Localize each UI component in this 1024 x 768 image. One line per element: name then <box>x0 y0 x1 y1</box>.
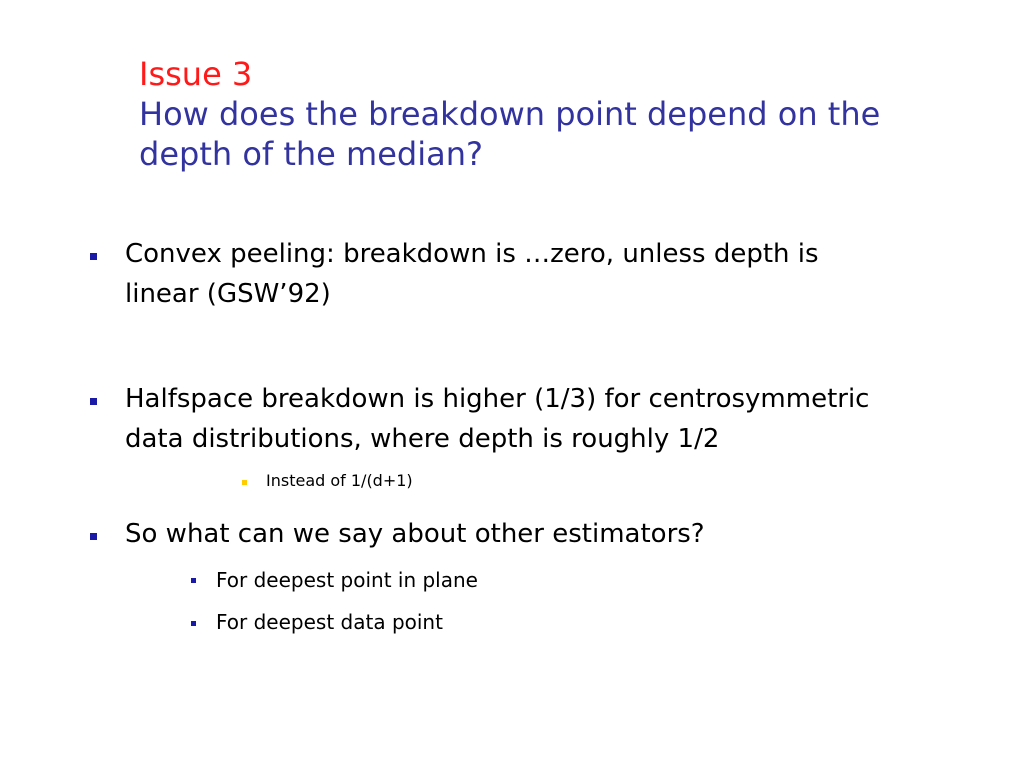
bullet-square-icon <box>191 621 196 626</box>
bullet-text-line: linear (GSW’92) <box>125 279 331 309</box>
title-issue-label: Issue 3 <box>139 55 253 93</box>
bullet-text-line: Halfspace breakdown is higher (1/3) for centrosymmetric <box>125 384 870 414</box>
bullet-text-line: data distributions, where depth is roughly 1/2 <box>125 424 720 454</box>
sub-bullet-text: Instead of 1/(d+1) <box>266 471 413 490</box>
bullet-text-line: Convex peeling: breakdown is …zero, unless depth is <box>125 239 819 269</box>
sub-bullet-text: For deepest data point <box>216 610 443 634</box>
bullet-text-line: So what can we say about other estimators? <box>125 519 705 549</box>
title-question-line-1: How does the breakdown point depend on the <box>139 95 881 133</box>
sub-bullet-text: For deepest point in plane <box>216 568 478 592</box>
title-question-line-2: depth of the median? <box>139 135 483 173</box>
